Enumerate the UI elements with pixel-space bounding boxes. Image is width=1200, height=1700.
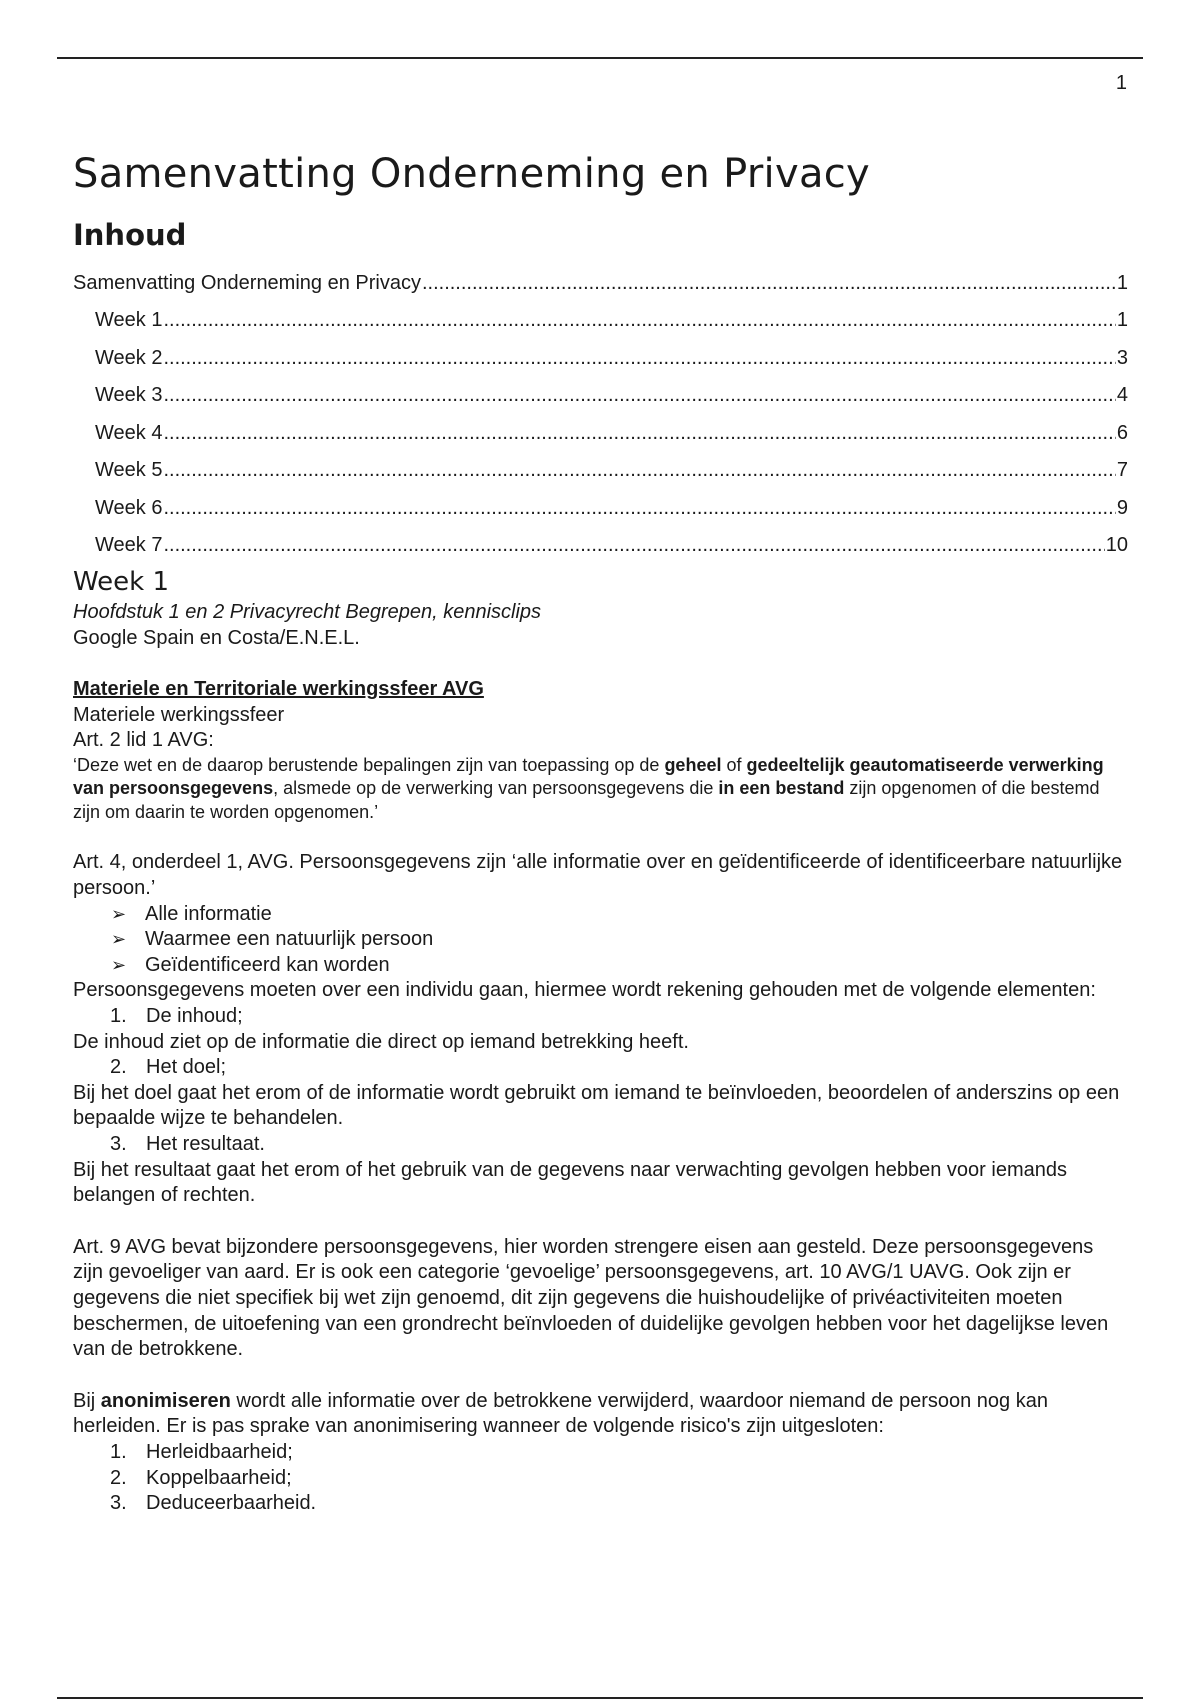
table-of-contents: [73, 265, 1128, 565]
page-number: 1: [1115, 72, 1127, 94]
article-quote: ‘Deze wet en de daarop berustende bepalingen zijn van toepassing op de geheel of gedeeltelijk geautomatiseerde verwerking van persoonsgegevens, alsmede op de verwerking van persoonsgegevens die in een bestand zijn opgenomen of die bestemd zijn om daarin te worden opgenomen.’: [73, 754, 1104, 822]
element-description: Bij het doel gaat het erom of de informatie wordt gebruikt om iemand te beïnvloeden, beoordelen of anderszins op een bepaalde wijze te behandelen.: [73, 1081, 1120, 1130]
toc-entry[interactable]: Week 5 ..... 7: [73, 452, 1128, 490]
list-item: 3. Deduceerbaarheid.: [110, 1492, 317, 1515]
arrow-bullet-icon: ➢: [111, 954, 127, 975]
toc-entry[interactable]: Week 3 ..... 4: [73, 377, 1128, 415]
toc-entry[interactable]: Week 7 ..... 10: [73, 527, 1128, 565]
document-title: Samenvatting Onderneming en Privacy: [73, 151, 871, 197]
list-item: ➢ Waarmee een natuurlijk persoon: [111, 927, 1128, 953]
arrow-bullet-icon: ➢: [111, 929, 127, 950]
sub-heading: Materiele werkingssfeer: [73, 703, 285, 726]
element-description: Bij het resultaat gaat het erom of het gebruik van de gegevens naar verwachting gevolgen hebben voor iemands belangen of rechten.: [73, 1158, 1067, 1207]
list-item: 1. De inhoud;: [110, 1005, 243, 1028]
toc-entry[interactable]: Week 1 ..... 1: [73, 302, 1128, 340]
list-item: 2. Koppelbaarheid;: [110, 1466, 292, 1489]
header-rule: [57, 57, 1143, 59]
toc-entry[interactable]: Week 6 ..... 9: [73, 490, 1128, 528]
week1-cases: Google Spain en Costa/E.N.E.L.: [73, 626, 360, 649]
section-heading: Materiele en Territoriale werkingssfeer AVG: [73, 678, 484, 701]
element-description: De inhoud ziet op de informatie die direct op iemand betrekking heeft.: [73, 1030, 689, 1053]
list-item: 3. Het resultaat.: [110, 1132, 265, 1155]
list-item: 2. Het doel;: [110, 1056, 227, 1079]
list-item: ➢ Geïdentificeerd kan worden: [111, 953, 1128, 979]
anonymise-paragraph: Bij anonimiseren wordt alle informatie over de betrokkene verwijderd, waardoor niemand de persoon nog kan herleiden. Er is pas sprake van anonimisering wanneer de volgende risico's zijn uitgesloten:: [73, 1389, 1048, 1438]
article-ref: Art. 2 lid 1 AVG:: [73, 729, 214, 752]
art4-paragraph: Art. 4, onderdeel 1, AVG. Persoonsgegevens zijn ‘alle informatie over en geïdentificeerde of identificeerbare natuurlijke persoon.’: [73, 851, 1123, 900]
list-item: ➢ Alle informatie: [111, 902, 1128, 928]
list-item: 1. Herleidbaarheid;: [110, 1440, 293, 1463]
elements-intro: Persoonsgegevens moeten over een individu gaan, hiermee wordt rekening gehouden met de volgende elementen:: [73, 979, 1096, 1002]
toc-entry[interactable]: Week 2 ..... 3: [73, 340, 1128, 378]
toc-entry[interactable]: Week 4 ..... 6: [73, 415, 1128, 453]
bullet-list: [73, 902, 1128, 979]
week1-subtitle: Hoofdstuk 1 en 2 Privacyrecht Begrepen, kennisclips: [73, 600, 542, 623]
arrow-bullet-icon: ➢: [111, 903, 127, 924]
art9-paragraph: Art. 9 AVG bevat bijzondere persoonsgegevens, hier worden strengere eisen aan gesteld. Deze persoonsgegevens zijn gevoeliger van aard. Er is ook een categorie ‘gevoelige’ persoonsgegevens, art. 10 AVG/1 UAVG. Ook zijn er gegevens die niet specifiek bij wet zijn genoemd, dit zijn gegevens die huishoudelijke of privéactiviteiten moeten beschermen, de uitoefening van een grondrecht beïnvloeden of duidelijke gevolgen hebben voor het dagelijkse leven van de betrokkene.: [73, 1235, 1109, 1361]
footer-rule: [57, 1697, 1143, 1699]
week1-heading: Week 1: [73, 566, 170, 597]
toc-heading: Inhoud: [73, 218, 187, 252]
document-body: [73, 150, 1128, 1517]
toc-entry[interactable]: Samenvatting Onderneming en Privacy ..... 1: [73, 265, 1128, 303]
